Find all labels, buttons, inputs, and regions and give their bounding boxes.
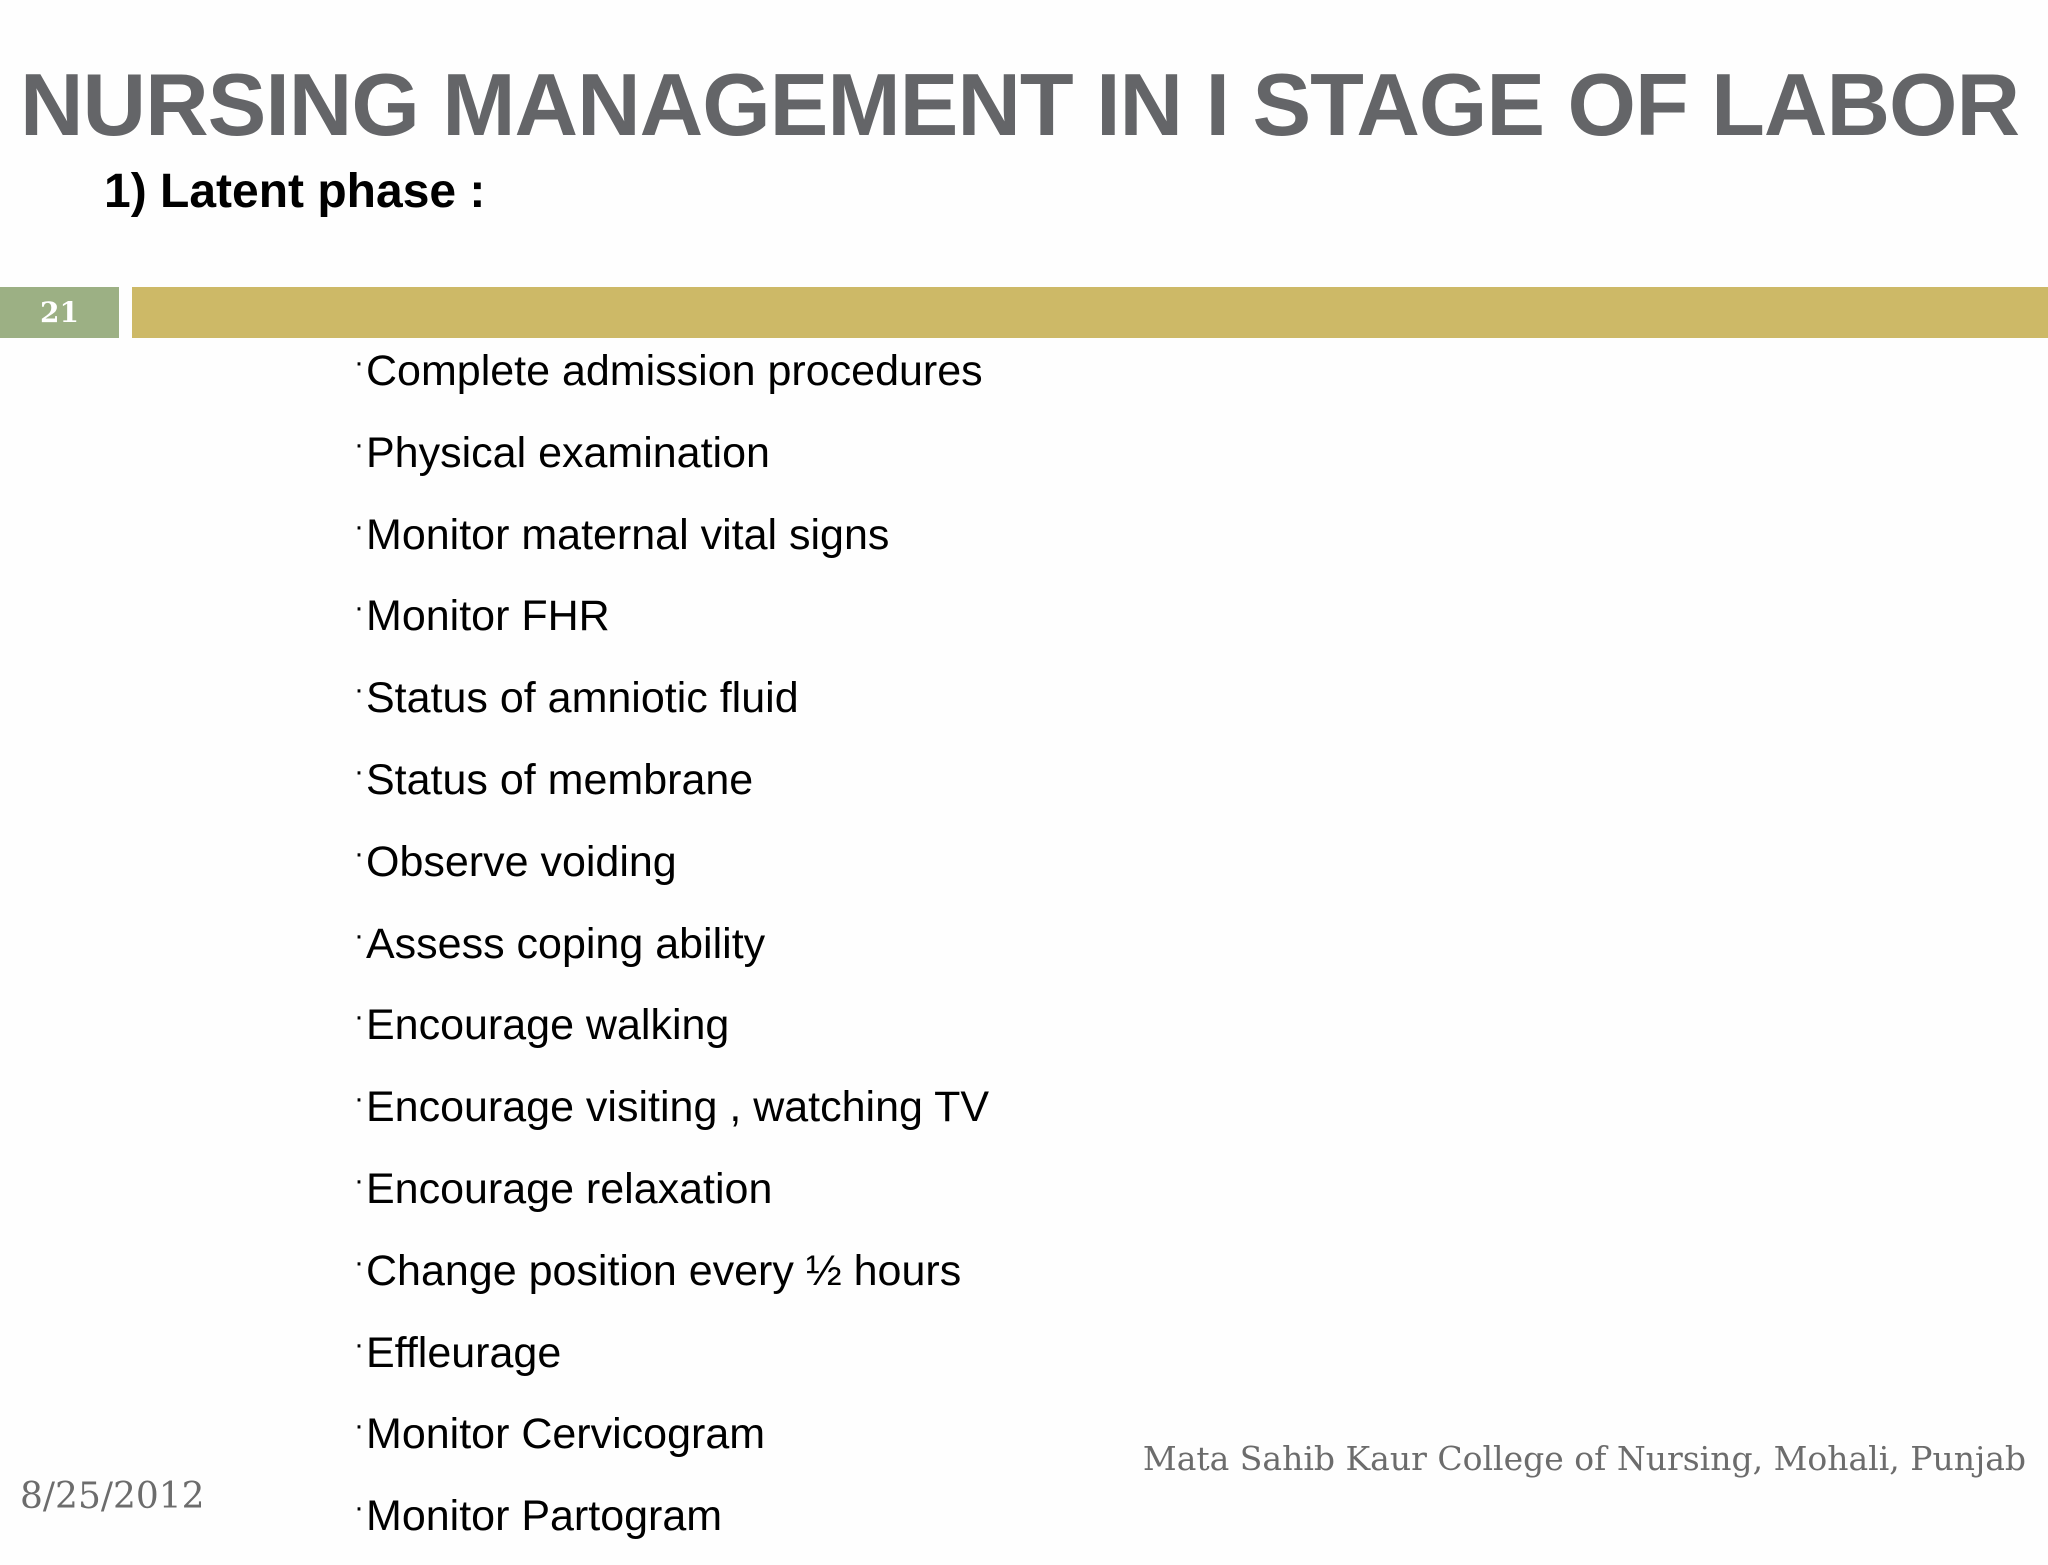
list-item	[354, 338, 989, 420]
list-item	[354, 829, 989, 911]
list-item-text: Physical examination	[366, 428, 770, 477]
list-item-text: Effleurage	[366, 1328, 562, 1377]
slide-title: NURSING MANAGEMENT IN I STAGE OF LABOR	[20, 55, 2020, 154]
list-item	[354, 1156, 989, 1238]
list-item	[354, 583, 989, 665]
bullet-dot-icon: ·	[354, 673, 364, 707]
bullet-dot-icon: ·	[354, 1327, 364, 1361]
bullet-list	[354, 338, 989, 1565]
bullet-dot-icon: ·	[354, 1491, 364, 1525]
list-item-text: Encourage relaxation	[366, 1164, 773, 1213]
bullet-dot-icon: ·	[354, 754, 364, 788]
footer-date: 8/25/2012	[20, 1476, 205, 1517]
bullet-dot-icon: ·	[354, 918, 364, 952]
bullet-dot-icon: ·	[354, 509, 364, 543]
list-item	[354, 502, 989, 584]
footer-organization: Mata Sahib Kaur College of Nursing, Mohali, Punjab	[1142, 1439, 2026, 1478]
list-item-text: Status of membrane	[366, 755, 754, 804]
accent-bar	[132, 287, 2048, 338]
bullet-dot-icon: ·	[354, 1409, 364, 1443]
list-item	[354, 747, 989, 829]
list-item-text: Encourage visiting , watching TV	[366, 1083, 990, 1132]
list-item-text: Change position every ½ hours	[366, 1246, 962, 1295]
list-item-text: Monitor Partogram	[366, 1492, 723, 1541]
list-item	[354, 1074, 989, 1156]
list-item	[354, 911, 989, 993]
bullet-dot-icon: ·	[354, 591, 364, 625]
bullet-dot-icon: ·	[354, 427, 364, 461]
slide-number-badge: 21	[0, 287, 119, 338]
bullet-dot-icon: ·	[354, 1163, 364, 1197]
bullet-dot-icon: ·	[354, 346, 364, 379]
list-item-text: Encourage walking	[366, 1001, 730, 1050]
bullet-dot-icon: ·	[354, 1245, 364, 1279]
list-item-text: Status of amniotic fluid	[366, 674, 799, 723]
list-item-text: Observe voiding	[366, 837, 677, 886]
list-item-text: Monitor FHR	[366, 592, 610, 641]
bullet-dot-icon: ·	[354, 1082, 364, 1116]
list-item-text: Monitor Cervicogram	[366, 1410, 766, 1459]
list-item	[354, 665, 989, 747]
list-item	[354, 1483, 989, 1565]
list-item	[354, 1320, 989, 1402]
list-item-text: Complete admission procedures	[366, 347, 983, 395]
bullet-dot-icon: ·	[354, 836, 364, 870]
bullet-dot-icon: ·	[354, 1000, 364, 1034]
list-item	[354, 1401, 989, 1483]
list-item	[354, 1238, 989, 1320]
slide-subtitle: 1) Latent phase :	[104, 165, 486, 218]
list-item	[354, 992, 989, 1074]
list-item	[354, 420, 989, 502]
list-item-text: Assess coping ability	[366, 919, 766, 968]
list-item-text: Monitor maternal vital signs	[366, 510, 890, 559]
